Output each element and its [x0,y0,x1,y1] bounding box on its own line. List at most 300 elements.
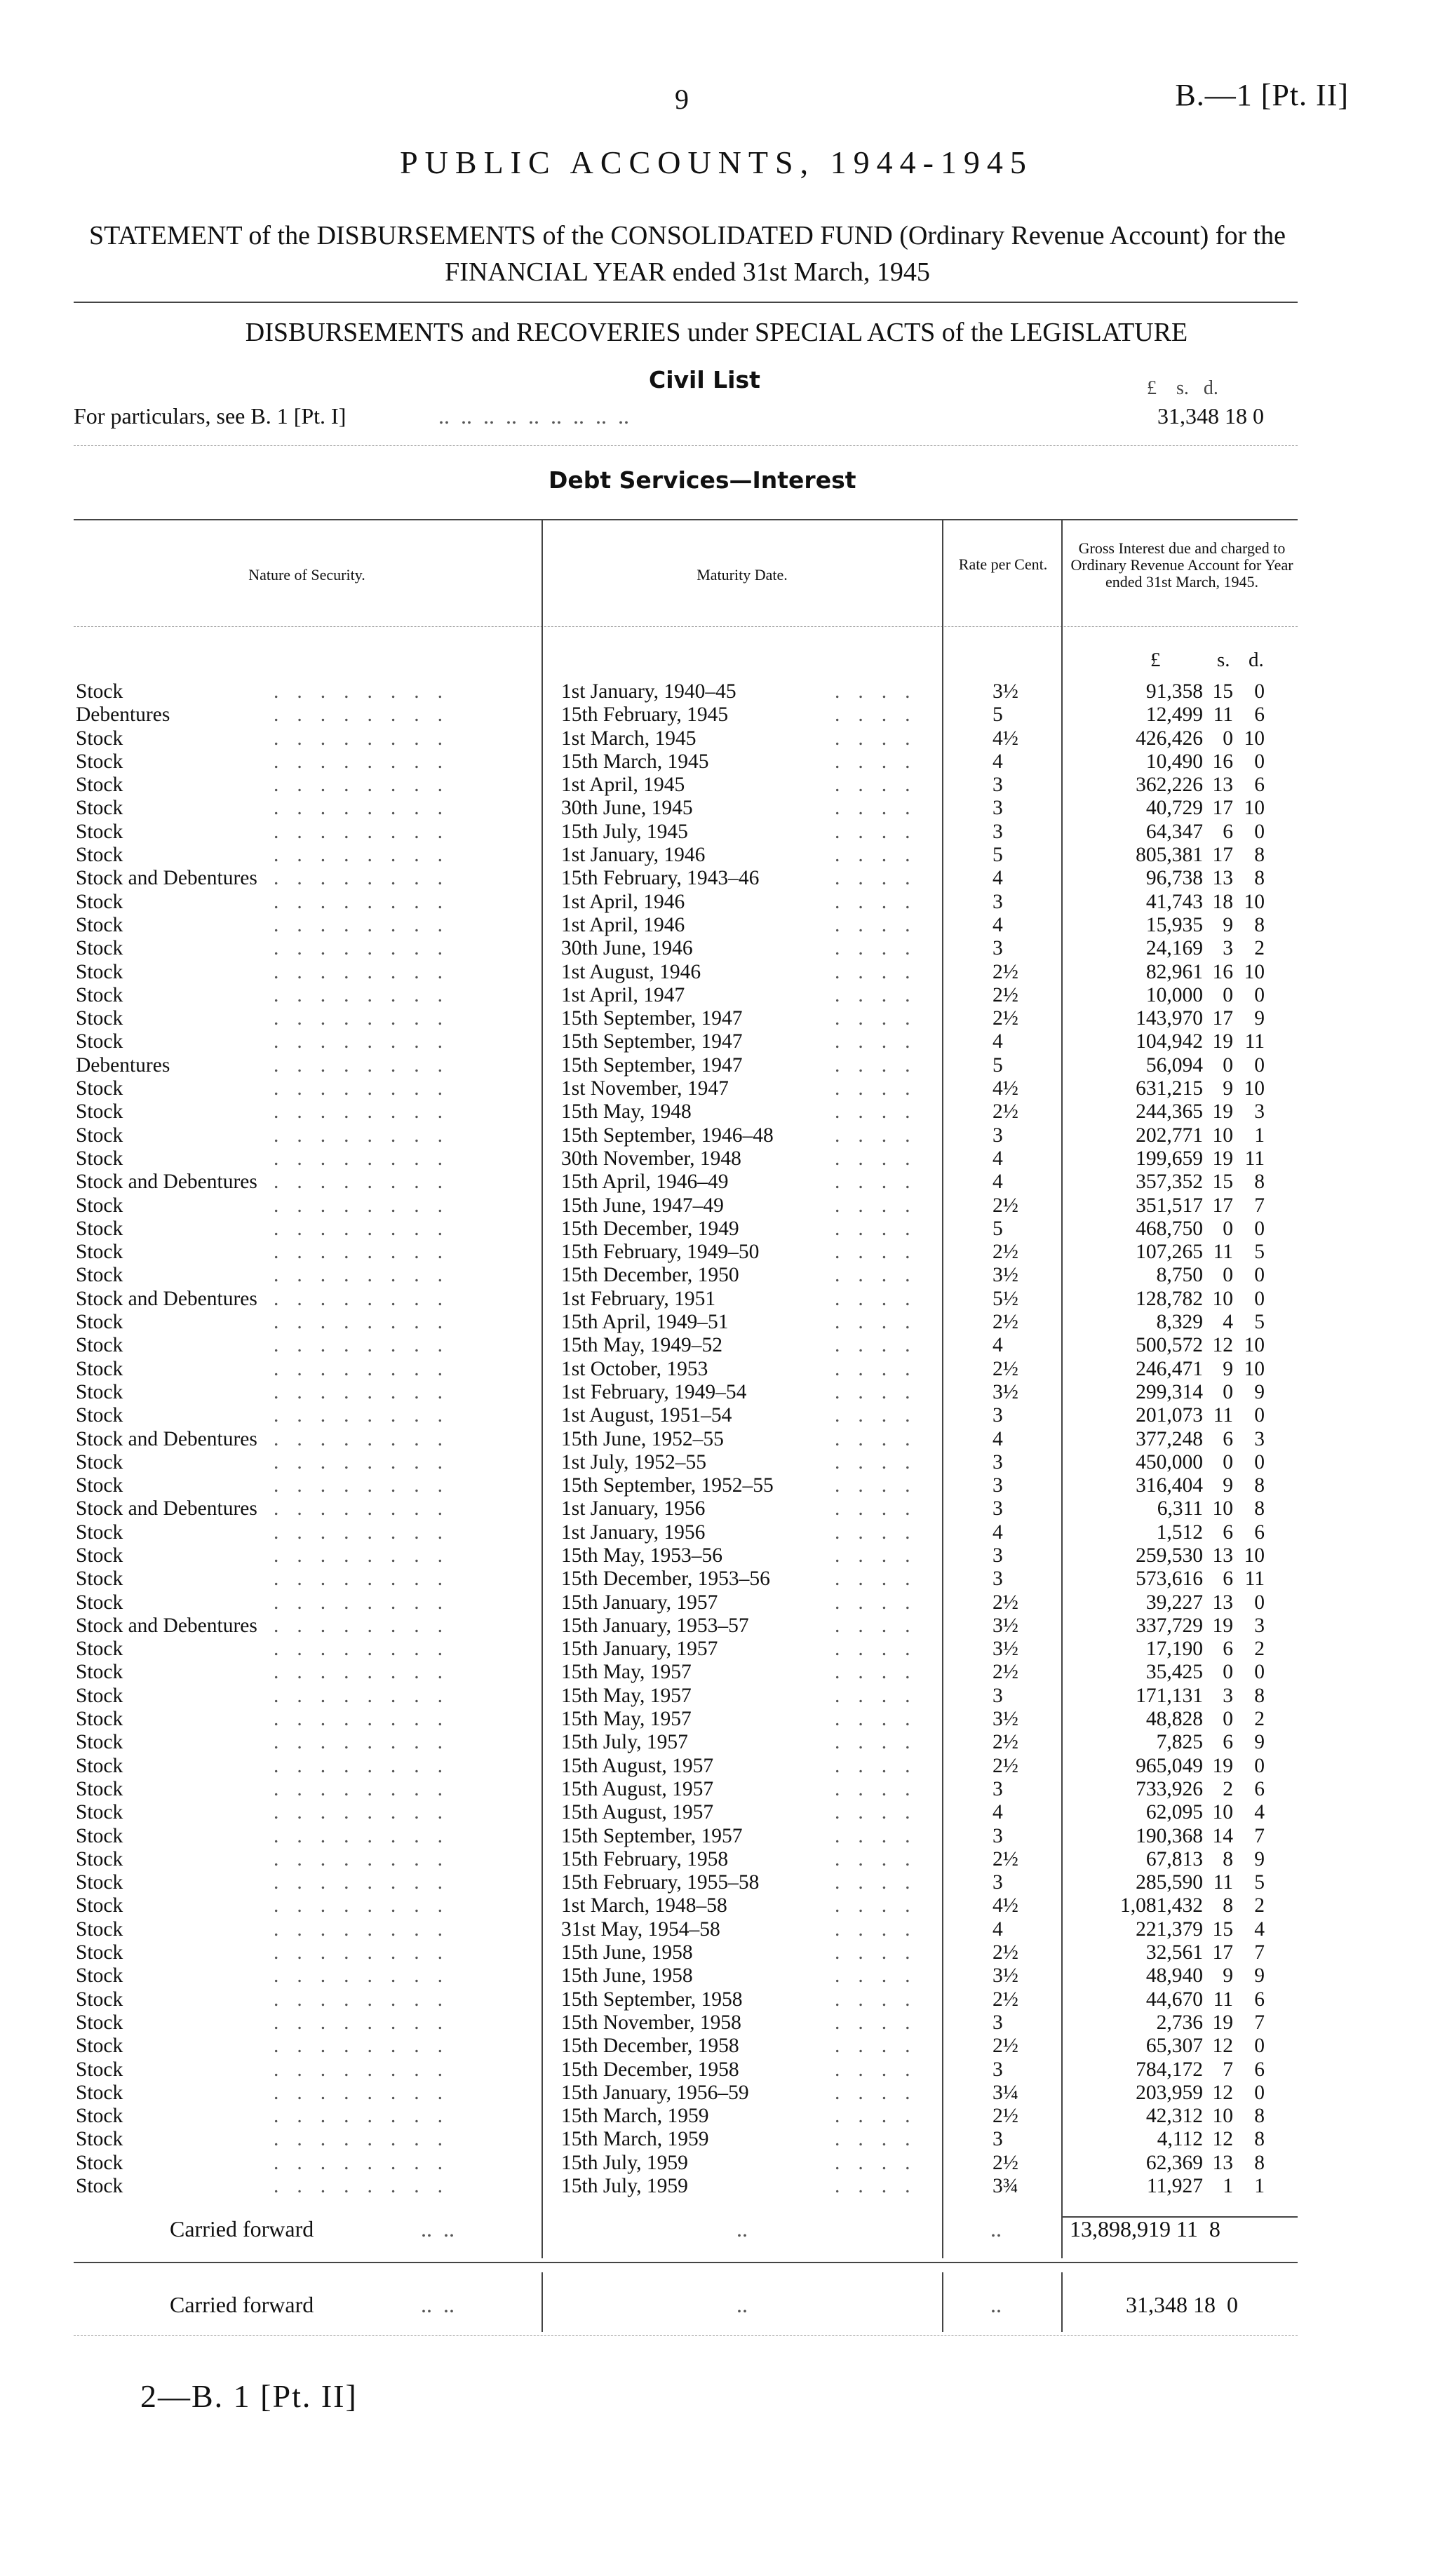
maturity-date: 15th May, 1953–56 [561,1544,722,1567]
table-row [0,1124,1433,1147]
leader-dots: ........ [274,1217,461,1240]
rate-per-cent: 2½ [993,1357,1018,1380]
interest-shillings: 10 [1212,1124,1233,1147]
leader-dots: .... [835,913,929,936]
table-row [0,1451,1433,1474]
leader-dots: .... [835,1731,929,1754]
interest-pence: 2 [1254,1708,1265,1731]
interest-pence: 6 [1254,1988,1265,2011]
table-row [0,2082,1433,2105]
interest-pence: 8 [1254,2105,1265,2128]
interest-pence: 9 [1254,1007,1265,1030]
maturity-date: 15th May, 1957 [561,1684,692,1707]
interest-pence: 7 [1254,1824,1265,1847]
interest-pence: 1 [1254,2175,1265,2197]
table-row [0,2011,1433,2035]
rate-per-cent: 5 [993,1053,1003,1077]
leader-dots: .... [835,774,929,797]
rate-per-cent: 2½ [993,983,1018,1006]
leader-dots: .... [835,1100,929,1124]
interest-pence: 8 [1254,2151,1265,2174]
maturity-date: 15th June, 1952–55 [561,1427,724,1450]
security-nature: Stock [76,820,123,843]
interest-pounds: 190,368 [1136,1824,1203,1847]
maturity-date: 30th June, 1945 [561,797,693,820]
leader-dots: ........ [274,2058,461,2081]
rate-per-cent: 2½ [993,1100,1018,1124]
interest-shillings: 0 [1223,1217,1233,1240]
maturity-date: 15th January, 1956–59 [561,2081,749,2104]
debt-interest-rows [0,680,1433,2198]
interest-pence: 4 [1254,1801,1265,1824]
interest-pounds: 4,112 [1157,2128,1203,2151]
interest-pence: 0 [1254,983,1265,1006]
security-nature: Stock [76,2175,123,2197]
leader-dots: ........ [274,1824,461,1847]
interest-pounds: 377,248 [1136,1427,1203,1450]
interest-shillings: 6 [1223,820,1233,843]
leader-dots: .... [835,2151,929,2174]
leader-dots: ........ [274,1147,461,1170]
table-row [0,1381,1433,1404]
leader-dots: .... [835,1941,929,1964]
header-maturity: Maturity Date. [697,566,788,584]
maturity-date: 15th January, 1957 [561,1591,718,1614]
security-nature: Stock [76,1311,123,1334]
security-nature: Stock [76,2151,123,2174]
interest-shillings: 9 [1223,1077,1233,1100]
table-row [0,703,1433,727]
rate-per-cent: 3 [993,1824,1003,1847]
leader-dots: .... [835,703,929,727]
security-nature: Stock [76,2105,123,2128]
rate-per-cent: 4 [993,1030,1003,1053]
money-head-pence: d. [1249,649,1264,671]
interest-pounds: 285,590 [1136,1871,1203,1894]
interest-pounds: 573,616 [1136,1567,1203,1591]
security-nature: Stock and Debentures [76,1171,257,1194]
security-nature: Stock [76,2035,123,2058]
interest-shillings: 2 [1223,1777,1233,1800]
table-row [0,1007,1433,1030]
security-nature: Stock [76,1847,123,1870]
interest-pence: 8 [1254,867,1265,890]
security-nature: Stock and Debentures [76,1614,257,1637]
interest-shillings: 0 [1223,727,1233,750]
leader-dots: .... [835,1847,929,1870]
col-pence: d. [1203,377,1218,399]
leader-dots: .... [835,1591,929,1614]
page-heading: PUBLIC ACCOUNTS, 1944-1945 [400,144,1033,180]
maturity-date: 15th January, 1953–57 [561,1614,749,1637]
leader-dots: ........ [274,867,461,890]
interest-shillings: 17 [1212,797,1233,820]
leader-dots: ........ [274,1124,461,1147]
interest-pence: 8 [1254,1684,1265,1707]
leader-dots: .... [835,1241,929,1264]
table-row [0,2035,1433,2058]
interest-pounds: 631,215 [1136,1077,1203,1100]
table-row [0,1054,1433,1077]
interest-pence: 0 [1254,1287,1265,1310]
table-row [0,1030,1433,1053]
security-nature: Stock [76,960,123,983]
maturity-date: 15th November, 1958 [561,2011,741,2034]
table-row [0,1825,1433,1848]
leader-dots: .... [835,1988,929,2011]
leader-dots: .... [835,1474,929,1497]
table-row [0,867,1433,890]
security-nature: Stock [76,937,123,960]
interest-shillings: 12 [1212,2081,1233,2104]
interest-pence: 0 [1254,1591,1265,1614]
leader-dots: ........ [274,727,461,750]
rate-per-cent: 5½ [993,1287,1018,1310]
interest-pence: 10 [1244,797,1265,820]
interest-pounds: 1,512 [1156,1520,1203,1544]
interest-shillings: 13 [1212,867,1233,890]
interest-pence: 10 [1244,1544,1265,1567]
interest-pence: 8 [1254,2128,1265,2151]
header-rate: Rate per Cent. [958,555,1048,573]
header-gross-interest: Gross Interest due and charged to Ordinary Revenue Account for Year ended 31st March, 1945. [1070,539,1293,591]
leader-dots: ........ [274,1614,461,1637]
security-nature: Stock [76,680,123,703]
maturity-date: 15th March, 1945 [561,750,709,773]
rate-per-cent: 3½ [993,1380,1018,1403]
interest-shillings: 9 [1223,1964,1233,1988]
security-nature: Stock [76,844,123,867]
interest-shillings: 9 [1223,1357,1233,1380]
rate-per-cent: 3 [993,2058,1003,2081]
security-nature: Stock [76,1450,123,1474]
interest-pounds: 11,927 [1146,2175,1203,2197]
page-number: 9 [675,83,689,115]
interest-pounds: 44,670 [1145,1988,1203,2011]
rate-per-cent: 2½ [993,1241,1018,1264]
security-nature: Stock [76,1567,123,1591]
interest-pounds: 48,828 [1145,1708,1203,1731]
interest-shillings: 14 [1212,1824,1233,1847]
leader-dots: ........ [274,1194,461,1217]
maturity-date: 15th June, 1947–49 [561,1194,724,1217]
leader-dots: ........ [274,937,461,960]
interest-pence: 0 [1254,1053,1265,1077]
interest-shillings: 15 [1212,1171,1233,1194]
rate-per-cent: 4½ [993,1077,1018,1100]
interest-pounds: 1,081,432 [1120,1894,1203,1917]
interest-shillings: 10 [1212,1287,1233,1310]
interest-pence: 0 [1254,1404,1265,1427]
table-row [0,1638,1433,1661]
interest-shillings: 19 [1212,1147,1233,1170]
interest-shillings: 11 [1213,1241,1233,1264]
table-row [0,1567,1433,1591]
rate-per-cent: 4 [993,1147,1003,1170]
leader-dots: .... [835,820,929,843]
interest-shillings: 17 [1212,1941,1233,1964]
leader-dots: ........ [274,1311,461,1334]
interest-pounds: 10,000 [1145,983,1203,1006]
interest-pence: 9 [1254,1847,1265,1870]
security-nature: Stock [76,1404,123,1427]
interest-shillings: 19 [1212,2011,1233,2034]
rate-per-cent: 3½ [993,1638,1018,1661]
outer-carried-forward-dots-mid: .. [736,2292,748,2317]
interest-pounds: 62,369 [1145,2151,1203,2174]
interest-pounds: 24,169 [1145,937,1203,960]
rate-per-cent: 3½ [993,1264,1018,1287]
interest-pounds: 82,961 [1145,960,1203,983]
table-row [0,1964,1433,1988]
maturity-date: 15th March, 1959 [561,2105,709,2128]
rate-per-cent: 5 [993,1217,1003,1240]
maturity-date: 15th September, 1958 [561,1988,743,2011]
security-nature: Stock [76,1077,123,1100]
civil-list-dots: .. .. .. .. .. .. .. .. .. [438,403,629,429]
interest-shillings: 16 [1212,960,1233,983]
leader-dots: .... [835,2035,929,2058]
maturity-date: 15th August, 1957 [561,1801,714,1824]
leader-dots: ........ [274,797,461,820]
rate-per-cent: 2½ [993,1847,1018,1870]
leader-dots: ........ [274,2128,461,2151]
leader-dots: .... [835,1544,929,1567]
interest-pounds: 128,782 [1136,1287,1203,1310]
interest-pence: 7 [1254,1194,1265,1217]
interest-shillings: 19 [1212,1614,1233,1637]
security-nature: Stock [76,1917,123,1941]
interest-pounds: 171,131 [1136,1684,1203,1707]
rate-per-cent: 3 [993,1871,1003,1894]
leader-dots: ........ [274,1988,461,2011]
table-row [0,1171,1433,1194]
table-row [0,821,1433,844]
leader-dots: ........ [274,913,461,936]
interest-pounds: 40,729 [1145,797,1203,820]
leader-dots: ........ [274,960,461,983]
maturity-date: 15th December, 1958 [561,2058,739,2081]
rate-per-cent: 3½ [993,1964,1018,1988]
outer-carried-forward-dots-rate: .. [990,2292,1002,2317]
interest-shillings: 0 [1223,1264,1233,1287]
rate-per-cent: 4½ [993,727,1018,750]
maturity-date: 1st August, 1946 [561,960,701,983]
leader-dots: ........ [274,2151,461,2174]
maturity-date: 15th September, 1946–48 [561,1124,774,1147]
maturity-date: 15th August, 1957 [561,1777,714,1800]
security-nature: Stock [76,1264,123,1287]
maturity-date: 30th November, 1948 [561,1147,741,1170]
rate-per-cent: 3 [993,1684,1003,1707]
rate-per-cent: 4½ [993,1894,1018,1917]
leader-dots: .... [835,2058,929,2081]
security-nature: Stock [76,797,123,820]
maturity-date: 1st April, 1946 [561,890,685,913]
maturity-date: 1st October, 1953 [561,1357,708,1380]
interest-pence: 6 [1254,1520,1265,1544]
rate-per-cent: 3 [993,2011,1003,2034]
carried-forward-label: Carried forward [170,2216,314,2241]
rate-per-cent: 2½ [993,1194,1018,1217]
interest-pounds: 733,926 [1136,1777,1203,1800]
interest-pence: 11 [1244,1030,1265,1053]
table-row [0,1871,1433,1894]
table-row [0,1194,1433,1218]
leader-dots: .... [835,1497,929,1520]
table-row [0,1404,1433,1427]
security-nature: Stock [76,913,123,936]
interest-pounds: 246,471 [1136,1357,1203,1380]
security-nature: Stock [76,1824,123,1847]
interest-pounds: 96,738 [1145,867,1203,890]
document-reference: B.—1 [Pt. II] [1175,78,1349,112]
interest-pounds: 299,314 [1136,1380,1203,1403]
rate-per-cent: 3 [993,1124,1003,1147]
interest-shillings: 0 [1223,1450,1233,1474]
leader-dots: .... [835,727,929,750]
leader-dots: .... [835,1520,929,1544]
interest-pounds: 351,517 [1136,1194,1203,1217]
outer-carried-forward-dots: .. .. [421,2292,455,2317]
security-nature: Stock [76,1030,123,1053]
leader-dots: ........ [274,750,461,773]
interest-pounds: 259,530 [1136,1544,1203,1567]
leader-dots: ........ [274,1287,461,1310]
col-divider [942,2272,943,2332]
interest-shillings: 17 [1212,844,1233,867]
rate-per-cent: 3 [993,2128,1003,2151]
rate-per-cent: 3 [993,1450,1003,1474]
security-nature: Stock [76,1871,123,1894]
leader-dots: .... [835,1077,929,1100]
leader-dots: .... [835,1124,929,1147]
security-nature: Stock [76,2011,123,2034]
interest-shillings: 16 [1212,750,1233,773]
leader-dots: ........ [274,1450,461,1474]
security-nature: Stock [76,1964,123,1988]
table-row [0,1077,1433,1100]
maturity-date: 15th December, 1949 [561,1217,739,1240]
money-head-shillings: s. [1217,649,1230,671]
interest-pence: 8 [1254,1497,1265,1520]
rate-per-cent: 2½ [993,1941,1018,1964]
leader-dots: .... [835,1801,929,1824]
rate-per-cent: 3 [993,820,1003,843]
rate-per-cent: 5 [993,703,1003,727]
interest-pence: 5 [1254,1311,1265,1334]
interest-pounds: 7,825 [1156,1731,1203,1754]
interest-pounds: 65,307 [1145,2035,1203,2058]
rate-per-cent: 3½ [993,1614,1018,1637]
interest-pence: 11 [1244,1567,1265,1591]
table-row [0,1311,1433,1334]
interest-shillings: 10 [1212,1801,1233,1824]
rate-per-cent: 2½ [993,960,1018,983]
interest-shillings: 15 [1212,680,1233,703]
security-nature: Debentures [76,703,170,727]
maturity-date: 15th June, 1958 [561,1964,693,1988]
interest-pounds: 62,095 [1145,1801,1203,1824]
table-row [0,1941,1433,1964]
maturity-date: 1st July, 1952–55 [561,1450,707,1474]
leader-dots: ........ [274,2081,461,2104]
leader-dots: .... [835,1754,929,1777]
interest-pence: 10 [1244,1334,1265,1357]
interest-shillings: 4 [1223,1311,1233,1334]
maturity-date: 1st April, 1947 [561,983,685,1006]
table-row [0,1778,1433,1801]
security-nature: Stock [76,1731,123,1754]
leader-dots: ........ [274,703,461,727]
interest-pence: 2 [1254,937,1265,960]
maturity-date: 15th September, 1947 [561,1007,743,1030]
rate-per-cent: 3¾ [993,2175,1018,2197]
leader-dots: .... [835,1357,929,1380]
interest-pounds: 203,959 [1136,2081,1203,2104]
leader-dots: .... [835,1824,929,1847]
leader-dots: .... [835,2128,929,2151]
leader-dots: ........ [274,1777,461,1800]
table-row [0,1428,1433,1451]
interest-pounds: 357,352 [1136,1171,1203,1194]
leader-dots: ........ [274,774,461,797]
table-header-rule [74,626,1298,627]
leader-dots: .... [835,1427,929,1450]
table-row [0,680,1433,703]
maturity-date: 15th May, 1948 [561,1100,692,1124]
security-nature: Stock [76,2128,123,2151]
rate-per-cent: 3½ [993,1708,1018,1731]
leader-dots: .... [835,983,929,1006]
security-nature: Stock [76,727,123,750]
interest-pounds: 244,365 [1136,1100,1203,1124]
table-row [0,1755,1433,1778]
interest-shillings: 11 [1213,1988,1233,2011]
leader-dots: .... [835,1217,929,1240]
rate-per-cent: 2½ [993,1661,1018,1684]
interest-shillings: 8 [1223,1894,1233,1917]
interest-pounds: 8,329 [1156,1311,1203,1334]
outer-carried-forward-amount: 31,348 18 0 [1126,2292,1238,2317]
interest-pounds: 805,381 [1136,844,1203,867]
leader-dots: ........ [274,1334,461,1357]
interest-pence: 7 [1254,1941,1265,1964]
table-row [0,2058,1433,2082]
interest-pence: 3 [1254,1100,1265,1124]
rate-per-cent: 3 [993,797,1003,820]
leader-dots: .... [835,1053,929,1077]
maturity-date: 15th July, 1957 [561,1731,688,1754]
interest-shillings: 10 [1212,2105,1233,2128]
security-nature: Stock [76,1988,123,2011]
leader-dots: ........ [274,1357,461,1380]
interest-shillings: 1 [1223,2175,1233,2197]
maturity-date: 15th August, 1957 [561,1754,714,1777]
table-row [0,891,1433,914]
interest-pounds: 41,743 [1145,890,1203,913]
rate-per-cent: 4 [993,1171,1003,1194]
maturity-date: 1st January, 1956 [561,1520,706,1544]
leader-dots: ........ [274,1100,461,1124]
interest-pounds: 426,426 [1136,727,1203,750]
security-nature: Stock and Debentures [76,1287,257,1310]
maturity-date: 15th September, 1947 [561,1030,743,1053]
interest-pence: 0 [1254,1264,1265,1287]
interest-pounds: 2,736 [1156,2011,1203,2034]
maturity-date: 15th February, 1958 [561,1847,729,1870]
leader-dots: .... [835,1380,929,1403]
